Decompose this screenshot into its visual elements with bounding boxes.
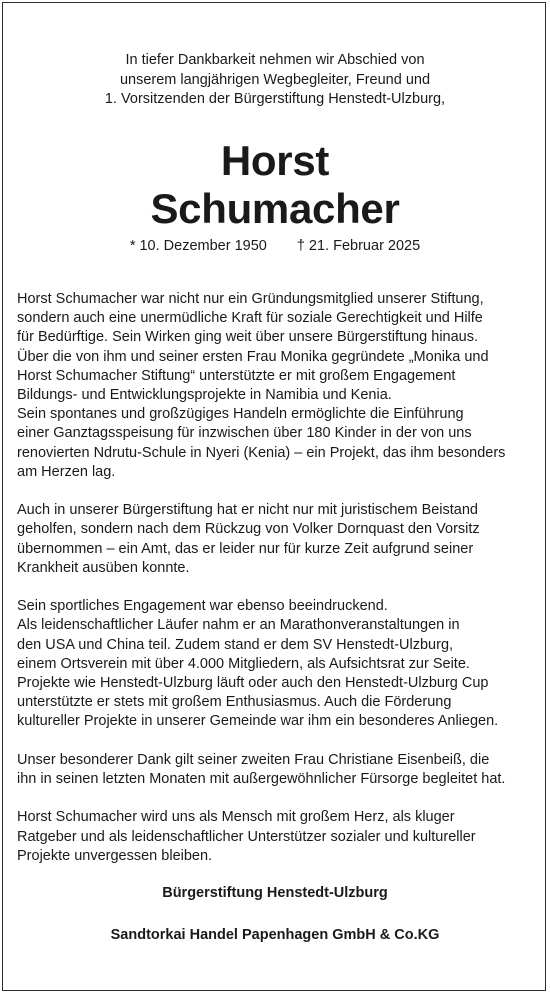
tribute-line: Bildungs- und Entwicklungsprojekte in Namibia und Kenia. [17, 387, 392, 404]
signature-company: Sandtorkai Handel Papenhagen GmbH & Co.KG [110, 927, 440, 943]
tribute-line: für Bedürftige. Sein Wirken ging weit über unsere Bürgerstiftung hinaus. [17, 329, 479, 346]
tribute-line: Auch in unserer Bürgerstiftung hat er nicht nur mit juristischem Beistand [17, 502, 478, 519]
death-date: † 21. Februar 2025 [296, 238, 421, 254]
tribute-line: Sein spontanes und großzügiges Handeln ermöglichte die Einführung [17, 406, 464, 423]
tribute-line: Horst Schumacher war nicht nur ein Gründungsmitglied unserer Stiftung, [17, 291, 484, 307]
tribute-line: Unser besonderer Dank gilt seiner zweiten Frau Christiane Eisenbeiß, die [17, 751, 490, 768]
tribute-line: sondern auch eine unermüdliche Kraft für soziale Gerechtigkeit und Hilfe [17, 310, 483, 327]
tribute-line: Ratgeber und als leidenschaftlicher Unterstützer sozialer und kultureller [17, 828, 476, 845]
tribute-line: den USA und China teil. Zudem stand er dem SV Henstedt-Ulzburg, [17, 636, 454, 653]
tribute-paragraph [17, 597, 537, 731]
tribute-paragraph [17, 751, 537, 789]
tribute-paragraph [17, 808, 537, 866]
tribute-line: Horst Schumacher Stiftung“ unterstützte er mit großem Engagement [17, 367, 456, 384]
signature-foundation: Bürgerstiftung Henstedt-Ulzburg [162, 885, 388, 901]
tribute-line: ihn in seinen letzten Monaten mit außergewöhnlicher Fürsorge begleitet hat. [17, 771, 506, 788]
tribute-paragraph [17, 290, 537, 482]
tribute-line: Projekte unvergessen bleiben. [17, 847, 213, 864]
tribute-line: Horst Schumacher wird uns als Mensch mit großem Herz, als kluger [17, 809, 455, 826]
intro-line: unserem langjährigen Wegbegleiter, Freund und [119, 71, 431, 88]
intro-text [0, 51, 550, 110]
tribute-line: Als leidenschaftlicher Läufer nahm er an Marathonveranstaltungen in [17, 617, 460, 634]
tribute-line: renovierten Ndrutu-Schule in Nyeri (Kenia) – ein Projekt, das ihm besonders [17, 444, 506, 461]
tribute-paragraph [17, 501, 537, 578]
deceased-name [0, 137, 550, 233]
life-dates [0, 237, 550, 255]
birth-date: * 10. Dezember 1950 [129, 238, 267, 254]
tribute-text [17, 290, 537, 866]
intro-line: 1. Vorsitzenden der Bürgerstiftung Henstedt-Ulzburg, [104, 91, 446, 107]
tribute-line: übernommen – ein Amt, das er leider nur für kurze Zeit aufgrund seiner [17, 540, 474, 557]
tribute-line: kultureller Projekte in unserer Gemeinde war ihm ein besonderes Anliegen. [17, 713, 499, 730]
tribute-line: Sein sportliches Engagement war ebenso beeindruckend. [17, 598, 388, 615]
first-name: Horst [220, 137, 330, 184]
tribute-line: einem Ortsverein mit über 4.000 Mitgliedern, als Aufsichtsrat zur Seite. [17, 655, 470, 672]
tribute-line: Krankheit ausüben konnte. [17, 559, 190, 576]
tribute-line: Projekte wie Henstedt-Ulzburg läuft oder auch den Henstedt-Ulzburg Cup [17, 675, 489, 692]
tribute-line: am Herzen lag. [17, 463, 116, 480]
intro-line: In tiefer Dankbarkeit nehmen wir Abschied von [125, 52, 425, 68]
tribute-line: unterstützte er stets mit großem Enthusiasmus. Auch die Förderung [17, 694, 452, 711]
last-name: Schumacher [150, 185, 400, 232]
tribute-line: Über die von ihm und seiner ersten Frau Monika gegründete „Monika und [17, 348, 489, 365]
tribute-line: einer Ganztagsspeisung für inzwischen über 180 Kinder in der von uns [17, 425, 472, 442]
tribute-line: geholfen, sondern nach dem Rückzug von Volker Dornquast den Vorsitz [17, 521, 480, 538]
